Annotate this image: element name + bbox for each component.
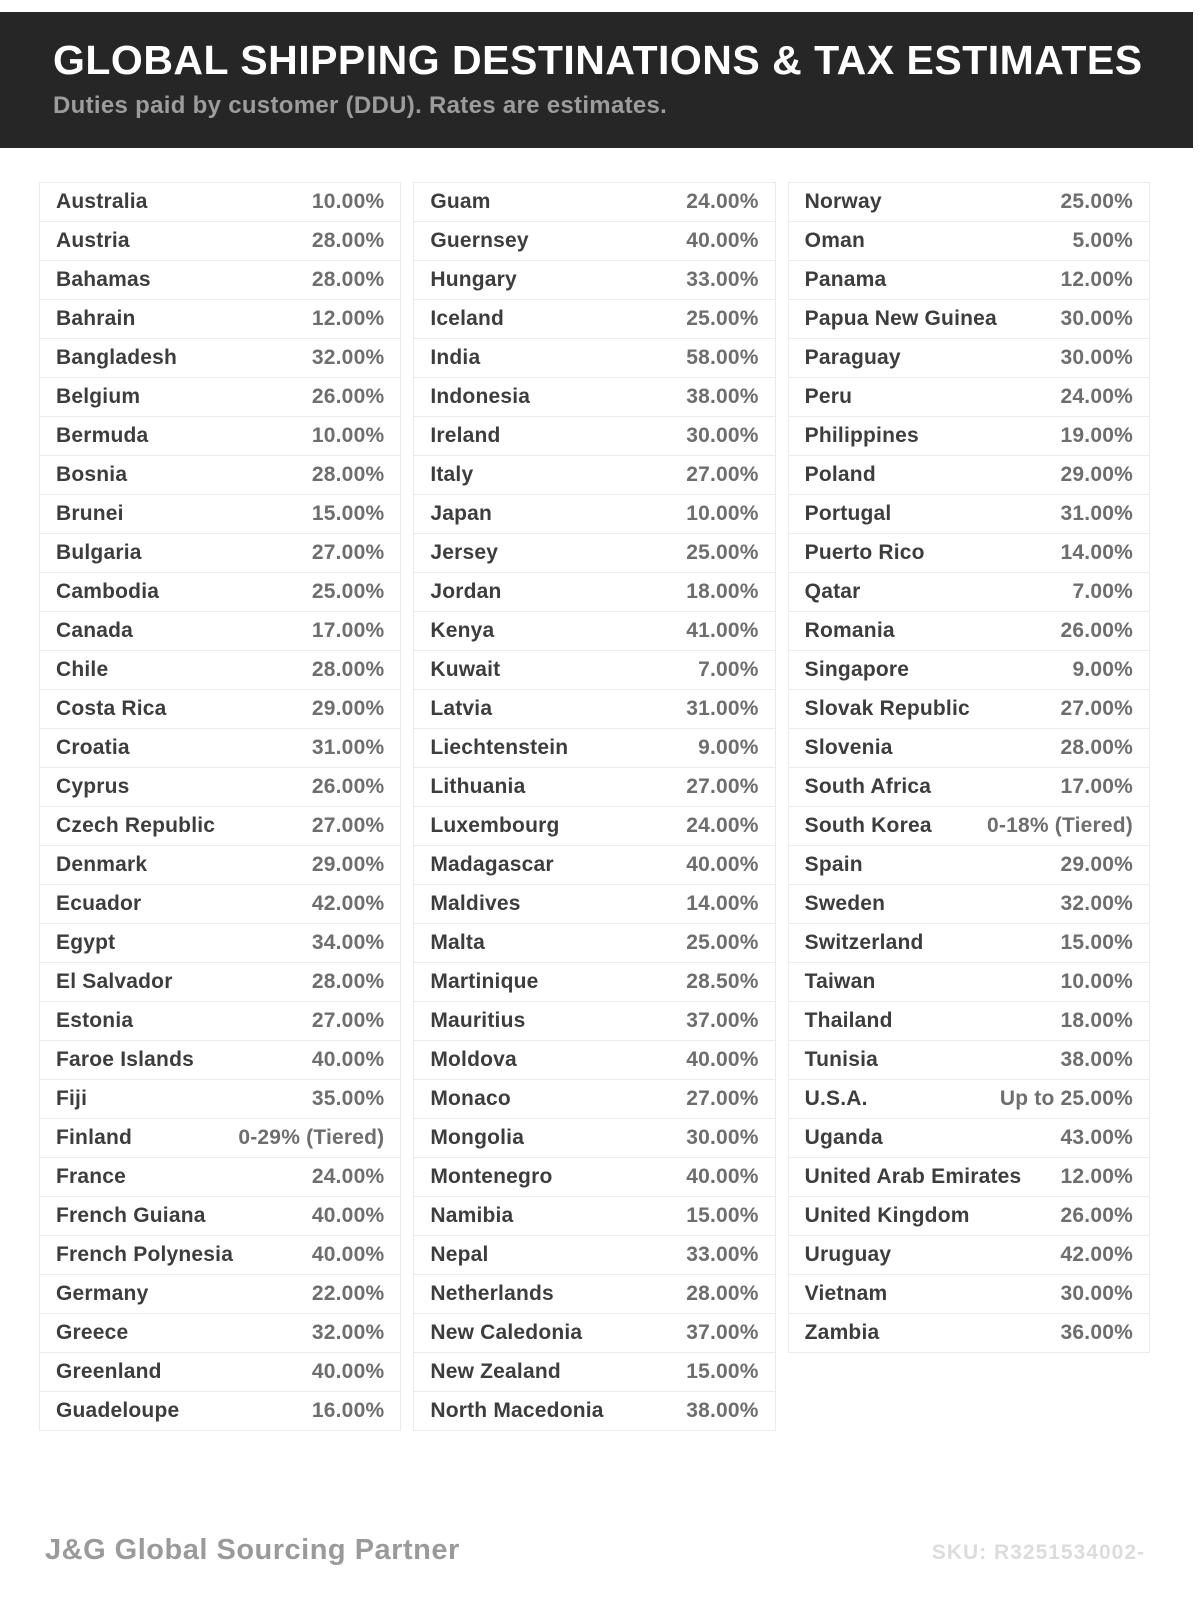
- rate-value: 26.00%: [1060, 619, 1133, 642]
- rate-value: 42.00%: [1060, 1243, 1133, 1266]
- table-row: [39, 494, 401, 534]
- country-label: Ireland: [430, 424, 501, 447]
- country-label: Denmark: [56, 853, 148, 876]
- country-label: Oman: [804, 229, 865, 252]
- rate-value: 0-29% (Tiered): [238, 1126, 385, 1149]
- table-row: [788, 572, 1150, 612]
- page-title: GLOBAL SHIPPING DESTINATIONS & TAX ESTIMATES: [53, 37, 1143, 83]
- country-label: Chile: [56, 658, 109, 681]
- country-label: Ecuador: [56, 892, 142, 915]
- table-row: [39, 533, 401, 573]
- country-label: Maldives: [430, 892, 521, 915]
- rate-value: 7.00%: [1072, 580, 1133, 603]
- table-row: [413, 806, 775, 846]
- country-label: Finland: [56, 1126, 133, 1149]
- table-row: [788, 1313, 1150, 1353]
- rate-value: 28.00%: [686, 1282, 759, 1305]
- table-row: [413, 767, 775, 807]
- rate-value: 40.00%: [686, 1165, 759, 1188]
- table-row: [413, 572, 775, 612]
- country-label: Montenegro: [430, 1165, 553, 1188]
- table-row: [413, 1313, 775, 1353]
- rate-value: 19.00%: [1060, 424, 1133, 447]
- rate-value: 26.00%: [311, 385, 385, 408]
- country-label: Greenland: [56, 1360, 162, 1383]
- country-label: Germany: [56, 1282, 149, 1305]
- rate-value: 18.00%: [1060, 1009, 1133, 1032]
- table-row: [39, 338, 401, 378]
- country-label: Kuwait: [430, 658, 501, 681]
- rate-value: 33.00%: [686, 268, 759, 291]
- table-row: [413, 455, 775, 495]
- country-label: Poland: [804, 463, 876, 486]
- country-label: El Salvador: [56, 970, 173, 993]
- table-row: [788, 455, 1150, 495]
- rate-value: 34.00%: [311, 931, 385, 954]
- table-row: [39, 1040, 401, 1080]
- table-row: [788, 182, 1150, 222]
- country-label: Nepal: [430, 1243, 489, 1266]
- rate-value: 28.00%: [311, 229, 385, 252]
- country-label: Hungary: [430, 268, 517, 291]
- table-row: [413, 1274, 775, 1314]
- rate-value: 32.00%: [1060, 892, 1133, 915]
- rate-value: 15.00%: [1060, 931, 1133, 954]
- rate-value: 25.00%: [686, 931, 759, 954]
- country-label: Puerto Rico: [804, 541, 925, 564]
- table-row: [788, 1274, 1150, 1314]
- country-label: Italy: [430, 463, 474, 486]
- table-row: [413, 1001, 775, 1041]
- table-row: [39, 572, 401, 612]
- table-row: [788, 650, 1150, 690]
- page-subtitle: Duties paid by customer (DDU). Rates are estimates.: [53, 92, 668, 120]
- table-row: [413, 494, 775, 534]
- table-row: [788, 1001, 1150, 1041]
- table-row: [39, 377, 401, 417]
- country-label: Jordan: [430, 580, 502, 603]
- table-row: [39, 1079, 401, 1119]
- country-label: Liechtenstein: [430, 736, 569, 759]
- rate-value: 10.00%: [686, 502, 759, 525]
- country-label: Sweden: [804, 892, 886, 915]
- country-label: Faroe Islands: [56, 1048, 194, 1071]
- country-label: Kenya: [430, 619, 495, 642]
- table-row: [413, 299, 775, 339]
- table-row: [39, 221, 401, 261]
- table-row: [39, 299, 401, 339]
- rate-value: 10.00%: [311, 190, 385, 213]
- rate-value: 30.00%: [686, 424, 759, 447]
- table-row: [413, 182, 775, 222]
- country-label: Malta: [430, 931, 486, 954]
- country-label: Zambia: [804, 1321, 880, 1344]
- table-row: [788, 806, 1150, 846]
- rate-value: 25.00%: [686, 307, 759, 330]
- country-label: Tunisia: [804, 1048, 879, 1071]
- country-label: U.S.A.: [804, 1087, 868, 1110]
- rate-value: 35.00%: [311, 1087, 385, 1110]
- rates-table: [39, 182, 1150, 1431]
- country-label: Uganda: [804, 1126, 883, 1149]
- table-row: [39, 260, 401, 300]
- rate-value: 24.00%: [686, 190, 759, 213]
- rate-value: 5.00%: [1072, 229, 1133, 252]
- rate-value: 30.00%: [1060, 1282, 1133, 1305]
- rate-value: 9.00%: [698, 736, 759, 759]
- table-row: [788, 962, 1150, 1002]
- country-label: French Polynesia: [56, 1243, 234, 1266]
- table-row: [39, 806, 401, 846]
- country-label: United Arab Emirates: [804, 1165, 1022, 1188]
- country-label: Czech Republic: [56, 814, 216, 837]
- country-label: Bangladesh: [56, 346, 178, 369]
- rate-value: 38.00%: [686, 385, 759, 408]
- country-label: New Zealand: [430, 1360, 561, 1383]
- rate-value: 26.00%: [311, 775, 385, 798]
- country-label: South Africa: [804, 775, 932, 798]
- rate-value: 29.00%: [1060, 463, 1133, 486]
- table-row: [39, 767, 401, 807]
- table-row: [413, 1040, 775, 1080]
- country-label: Costa Rica: [56, 697, 167, 720]
- country-label: Bahrain: [56, 307, 136, 330]
- country-label: Greece: [56, 1321, 129, 1344]
- rates-column-3: [788, 182, 1150, 1353]
- rate-value: 29.00%: [1060, 853, 1133, 876]
- table-row: [788, 416, 1150, 456]
- table-row: [413, 962, 775, 1002]
- country-label: Guernsey: [430, 229, 529, 252]
- country-label: Canada: [56, 619, 134, 642]
- rate-value: 25.00%: [311, 580, 385, 603]
- table-row: [39, 884, 401, 924]
- country-label: Peru: [804, 385, 853, 408]
- table-row: [788, 845, 1150, 885]
- country-label: Iceland: [430, 307, 505, 330]
- table-row: [39, 845, 401, 885]
- country-label: Bosnia: [56, 463, 128, 486]
- table-row: [788, 260, 1150, 300]
- country-label: Australia: [56, 190, 148, 213]
- rate-value: 31.00%: [311, 736, 385, 759]
- rate-value: 28.00%: [311, 463, 385, 486]
- country-label: Bermuda: [56, 424, 149, 447]
- rates-column-2: [413, 182, 775, 1431]
- country-label: Guam: [430, 190, 491, 213]
- rates-column-1: [39, 182, 401, 1431]
- rate-value: 42.00%: [311, 892, 385, 915]
- table-row: [39, 650, 401, 690]
- rate-value: 25.00%: [1060, 190, 1133, 213]
- country-label: Latvia: [430, 697, 493, 720]
- table-row: [788, 728, 1150, 768]
- brand-name: J&G Global Sourcing Partner: [45, 1534, 460, 1566]
- table-row: [39, 1391, 401, 1431]
- rate-value: 9.00%: [1072, 658, 1133, 681]
- country-label: Philippines: [804, 424, 919, 447]
- rate-value: 29.00%: [311, 853, 385, 876]
- table-row: [788, 1040, 1150, 1080]
- country-label: Austria: [56, 229, 130, 252]
- rate-value: 27.00%: [311, 1009, 385, 1032]
- rate-value: 37.00%: [686, 1009, 759, 1032]
- rate-value: 15.00%: [686, 1360, 759, 1383]
- rate-value: 31.00%: [686, 697, 759, 720]
- rate-value: 36.00%: [1060, 1321, 1133, 1344]
- table-row: [788, 1196, 1150, 1236]
- country-label: Cambodia: [56, 580, 160, 603]
- country-label: Martinique: [430, 970, 539, 993]
- table-row: [39, 923, 401, 963]
- table-row: [788, 689, 1150, 729]
- rate-value: 40.00%: [686, 853, 759, 876]
- country-label: Lithuania: [430, 775, 526, 798]
- country-label: Panama: [804, 268, 887, 291]
- rate-value: 28.00%: [311, 970, 385, 993]
- rate-value: 40.00%: [311, 1048, 385, 1071]
- rate-value: 27.00%: [686, 463, 759, 486]
- country-label: Uruguay: [804, 1243, 892, 1266]
- country-label: Vietnam: [804, 1282, 888, 1305]
- table-row: [413, 1235, 775, 1275]
- table-row: [413, 728, 775, 768]
- country-label: Egypt: [56, 931, 116, 954]
- country-label: Fiji: [56, 1087, 88, 1110]
- rate-value: 37.00%: [686, 1321, 759, 1344]
- table-row: [413, 1352, 775, 1392]
- country-label: New Caledonia: [430, 1321, 583, 1344]
- rate-value: 17.00%: [311, 619, 385, 642]
- rate-value: 12.00%: [1060, 268, 1133, 291]
- table-row: [413, 533, 775, 573]
- table-row: [788, 533, 1150, 573]
- country-label: Netherlands: [430, 1282, 554, 1305]
- table-row: [39, 1196, 401, 1236]
- rate-value: 30.00%: [1060, 346, 1133, 369]
- rate-value: 33.00%: [686, 1243, 759, 1266]
- country-label: Croatia: [56, 736, 130, 759]
- country-label: United Kingdom: [804, 1204, 970, 1227]
- country-label: France: [56, 1165, 127, 1188]
- rate-value: 16.00%: [311, 1399, 385, 1422]
- rate-value: 24.00%: [686, 814, 759, 837]
- country-label: Monaco: [430, 1087, 511, 1110]
- table-row: [413, 1079, 775, 1119]
- rate-value: 24.00%: [311, 1165, 385, 1188]
- table-row: [788, 494, 1150, 534]
- table-row: [413, 923, 775, 963]
- table-row: [413, 1391, 775, 1431]
- rate-value: 38.00%: [1060, 1048, 1133, 1071]
- rate-value: 22.00%: [311, 1282, 385, 1305]
- rate-value: 14.00%: [1060, 541, 1133, 564]
- rate-value: 58.00%: [686, 346, 759, 369]
- table-row: [39, 1157, 401, 1197]
- rate-value: 27.00%: [1060, 697, 1133, 720]
- sku-label: SKU: R3251534002-: [931, 1541, 1145, 1564]
- rate-value: 12.00%: [311, 307, 385, 330]
- country-label: Madagascar: [430, 853, 554, 876]
- table-row: [39, 1001, 401, 1041]
- rate-value: 28.00%: [311, 658, 385, 681]
- rate-value: 38.00%: [686, 1399, 759, 1422]
- table-row: [788, 1157, 1150, 1197]
- table-row: [413, 884, 775, 924]
- rate-value: 32.00%: [311, 1321, 385, 1344]
- country-label: Thailand: [804, 1009, 893, 1032]
- rate-value: 29.00%: [311, 697, 385, 720]
- country-label: Bulgaria: [56, 541, 142, 564]
- table-row: [788, 767, 1150, 807]
- table-row: [39, 1118, 401, 1158]
- country-label: Japan: [430, 502, 493, 525]
- rate-value: 24.00%: [1060, 385, 1133, 408]
- rate-value: 40.00%: [686, 229, 759, 252]
- rate-value: 10.00%: [1060, 970, 1133, 993]
- rate-value: 18.00%: [686, 580, 759, 603]
- country-label: Portugal: [804, 502, 892, 525]
- table-row: [788, 221, 1150, 261]
- table-row: [413, 338, 775, 378]
- rate-value: 7.00%: [698, 658, 759, 681]
- country-label: North Macedonia: [430, 1399, 604, 1422]
- table-row: [413, 689, 775, 729]
- country-label: Switzerland: [804, 931, 924, 954]
- table-row: [39, 182, 401, 222]
- country-label: Luxembourg: [430, 814, 560, 837]
- rate-value: 12.00%: [1060, 1165, 1133, 1188]
- country-label: Taiwan: [804, 970, 876, 993]
- table-row: [413, 1196, 775, 1236]
- table-row: [413, 377, 775, 417]
- table-row: [39, 962, 401, 1002]
- country-label: Bahamas: [56, 268, 151, 291]
- rate-value: Up to 25.00%: [999, 1087, 1133, 1110]
- rate-value: 43.00%: [1060, 1126, 1133, 1149]
- rate-value: 27.00%: [686, 775, 759, 798]
- country-label: Guadeloupe: [56, 1399, 180, 1422]
- country-label: Romania: [804, 619, 895, 642]
- country-label: Mongolia: [430, 1126, 525, 1149]
- table-row: [413, 416, 775, 456]
- country-label: India: [430, 346, 481, 369]
- table-row: [39, 1352, 401, 1392]
- table-row: [788, 1079, 1150, 1119]
- country-label: Papua New Guinea: [804, 307, 997, 330]
- rate-value: 27.00%: [311, 814, 385, 837]
- country-label: Belgium: [56, 385, 141, 408]
- country-label: Slovenia: [804, 736, 893, 759]
- header-banner: [0, 12, 1193, 148]
- rate-value: 28.00%: [311, 268, 385, 291]
- country-label: Singapore: [804, 658, 910, 681]
- country-label: Moldova: [430, 1048, 517, 1071]
- rate-value: 27.00%: [686, 1087, 759, 1110]
- table-row: [413, 260, 775, 300]
- rate-value: 25.00%: [686, 541, 759, 564]
- rate-value: 28.00%: [1060, 736, 1133, 759]
- table-row: [788, 923, 1150, 963]
- table-row: [788, 299, 1150, 339]
- country-label: Spain: [804, 853, 863, 876]
- rate-value: 0-18% (Tiered): [987, 814, 1133, 837]
- rate-value: 40.00%: [311, 1204, 385, 1227]
- rate-value: 15.00%: [686, 1204, 759, 1227]
- country-label: Namibia: [430, 1204, 514, 1227]
- country-label: Indonesia: [430, 385, 531, 408]
- rate-value: 30.00%: [686, 1126, 759, 1149]
- country-label: French Guiana: [56, 1204, 206, 1227]
- table-row: [413, 1118, 775, 1158]
- table-row: [39, 1274, 401, 1314]
- table-row: [788, 377, 1150, 417]
- country-label: Mauritius: [430, 1009, 526, 1032]
- rate-value: 30.00%: [1060, 307, 1133, 330]
- table-row: [413, 221, 775, 261]
- table-row: [39, 728, 401, 768]
- table-row: [788, 884, 1150, 924]
- table-row: [39, 416, 401, 456]
- table-row: [413, 845, 775, 885]
- table-row: [39, 1313, 401, 1353]
- rate-value: 28.50%: [686, 970, 759, 993]
- table-row: [413, 611, 775, 651]
- table-row: [788, 611, 1150, 651]
- rate-value: 27.00%: [311, 541, 385, 564]
- table-row: [788, 1235, 1150, 1275]
- rate-value: 40.00%: [686, 1048, 759, 1071]
- rate-value: 41.00%: [686, 619, 759, 642]
- table-row: [788, 338, 1150, 378]
- table-row: [788, 1118, 1150, 1158]
- country-label: Brunei: [56, 502, 124, 525]
- table-row: [413, 650, 775, 690]
- country-label: Jersey: [430, 541, 499, 564]
- rate-value: 26.00%: [1060, 1204, 1133, 1227]
- rate-value: 10.00%: [311, 424, 385, 447]
- table-row: [39, 455, 401, 495]
- table-row: [413, 1157, 775, 1197]
- country-label: South Korea: [804, 814, 932, 837]
- rate-value: 40.00%: [311, 1243, 385, 1266]
- rate-value: 31.00%: [1060, 502, 1133, 525]
- country-label: Estonia: [56, 1009, 134, 1032]
- rate-value: 40.00%: [311, 1360, 385, 1383]
- table-row: [39, 689, 401, 729]
- country-label: Slovak Republic: [804, 697, 970, 720]
- country-label: Norway: [804, 190, 882, 213]
- rate-value: 14.00%: [686, 892, 759, 915]
- rate-value: 15.00%: [311, 502, 385, 525]
- country-label: Cyprus: [56, 775, 130, 798]
- rate-value: 32.00%: [311, 346, 385, 369]
- table-row: [39, 1235, 401, 1275]
- country-label: Qatar: [804, 580, 861, 603]
- country-label: Paraguay: [804, 346, 901, 369]
- rate-value: 17.00%: [1060, 775, 1133, 798]
- footer: [45, 1534, 1145, 1567]
- table-row: [39, 611, 401, 651]
